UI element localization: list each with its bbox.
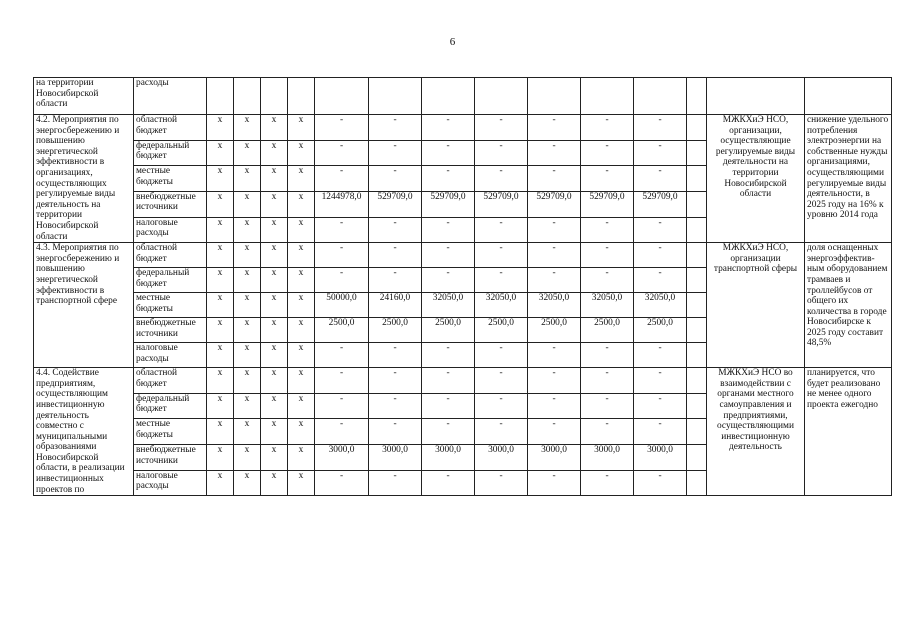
empty-cell: [687, 140, 707, 166]
funding-source-cell: местные бюджеты: [134, 166, 207, 192]
empty-cell: [687, 470, 707, 496]
amount-cell: 32050,0: [475, 293, 528, 318]
amount-cell: 50000,0: [315, 293, 369, 318]
amount-cell: -: [422, 166, 475, 192]
amount-cell: -: [315, 268, 369, 293]
amount-cell: -: [369, 243, 422, 268]
amount-cell: -: [422, 368, 475, 394]
amount-cell: -: [422, 419, 475, 445]
amount-cell: -: [422, 140, 475, 166]
amount-cell: -: [369, 268, 422, 293]
mark-cell: х: [288, 191, 315, 217]
funding-source-cell: внебюджетные источники: [134, 318, 207, 343]
mark-cell: х: [207, 243, 234, 268]
mark-cell: х: [288, 140, 315, 166]
amount-cell: -: [475, 268, 528, 293]
table-row: [34, 78, 892, 115]
empty-cell: [687, 166, 707, 192]
amount-cell: 529709,0: [369, 191, 422, 217]
amount-cell: -: [528, 419, 581, 445]
empty-cell: [687, 115, 707, 141]
amount-cell: -: [634, 140, 687, 166]
amount-cell: -: [581, 140, 634, 166]
mark-cell: х: [234, 191, 261, 217]
mark-cell: х: [207, 166, 234, 192]
mark-cell: х: [234, 343, 261, 368]
empty-cell: [687, 393, 707, 419]
funding-source-cell: федеральный бюджет: [134, 140, 207, 166]
amount-cell: [475, 78, 528, 115]
amount-cell: 3000,0: [528, 445, 581, 471]
amount-cell: -: [634, 470, 687, 496]
funding-source-cell: расходы: [134, 78, 207, 115]
mark-cell: х: [234, 318, 261, 343]
measure-name-cell: 4.4. Содействие предприятиям, осуществляющим инвестиционную деятельность совместно с муниципальными образованиями Новосибирской области, в реализации инвестиционных проектов по: [34, 368, 134, 496]
amount-cell: 529709,0: [581, 191, 634, 217]
mark-cell: х: [288, 217, 315, 243]
amount-cell: -: [475, 243, 528, 268]
amount-cell: -: [581, 470, 634, 496]
amount-cell: [369, 78, 422, 115]
mark-cell: х: [288, 115, 315, 141]
mark-cell: х: [234, 115, 261, 141]
amount-cell: 3000,0: [315, 445, 369, 471]
amount-cell: -: [528, 115, 581, 141]
funding-source-cell: областной бюджет: [134, 243, 207, 268]
amount-cell: -: [369, 115, 422, 141]
amount-cell: -: [634, 115, 687, 141]
amount-cell: -: [315, 166, 369, 192]
mark-cell: х: [261, 166, 288, 192]
amount-cell: -: [315, 393, 369, 419]
amount-cell: -: [528, 393, 581, 419]
funding-source-cell: областной бюджет: [134, 115, 207, 141]
amount-cell: -: [634, 393, 687, 419]
empty-cell: [687, 445, 707, 471]
funding-source-cell: федеральный бюджет: [134, 393, 207, 419]
amount-cell: -: [528, 268, 581, 293]
mark-cell: х: [207, 419, 234, 445]
mark-cell: х: [234, 140, 261, 166]
amount-cell: -: [422, 393, 475, 419]
mark-cell: х: [207, 343, 234, 368]
mark-cell: х: [207, 191, 234, 217]
amount-cell: -: [528, 166, 581, 192]
mark-cell: х: [288, 268, 315, 293]
mark-cell: х: [261, 470, 288, 496]
amount-cell: -: [369, 419, 422, 445]
mark-cell: х: [288, 343, 315, 368]
empty-cell: [687, 343, 707, 368]
amount-cell: 32050,0: [634, 293, 687, 318]
amount-cell: 24160,0: [369, 293, 422, 318]
table-body: [34, 78, 892, 496]
amount-cell: -: [475, 368, 528, 394]
empty-cell: [687, 293, 707, 318]
amount-cell: -: [315, 368, 369, 394]
amount-cell: -: [581, 393, 634, 419]
funding-source-cell: местные бюджеты: [134, 293, 207, 318]
mark-cell: х: [207, 393, 234, 419]
amount-cell: 2500,0: [422, 318, 475, 343]
amount-cell: -: [315, 140, 369, 166]
amount-cell: 2500,0: [634, 318, 687, 343]
mark-cell: х: [207, 293, 234, 318]
mark-cell: х: [207, 268, 234, 293]
amount-cell: 2500,0: [369, 318, 422, 343]
mark-cell: х: [288, 470, 315, 496]
amount-cell: -: [369, 470, 422, 496]
amount-cell: -: [315, 343, 369, 368]
amount-cell: 529709,0: [634, 191, 687, 217]
mark-cell: х: [234, 293, 261, 318]
result-cell: [805, 78, 892, 115]
mark-cell: х: [288, 445, 315, 471]
amount-cell: -: [422, 343, 475, 368]
mark-cell: х: [261, 293, 288, 318]
amount-cell: -: [475, 419, 528, 445]
amount-cell: -: [581, 217, 634, 243]
amount-cell: -: [369, 217, 422, 243]
amount-cell: [581, 78, 634, 115]
amount-cell: -: [475, 343, 528, 368]
amount-cell: -: [528, 217, 581, 243]
mark-cell: х: [207, 445, 234, 471]
amount-cell: -: [634, 419, 687, 445]
amount-cell: 3000,0: [369, 445, 422, 471]
mark-cell: х: [207, 115, 234, 141]
amount-cell: -: [634, 217, 687, 243]
mark-cell: х: [288, 318, 315, 343]
mark-cell: х: [288, 368, 315, 394]
amount-cell: -: [315, 243, 369, 268]
mark-cell: х: [234, 419, 261, 445]
empty-cell: [687, 419, 707, 445]
funding-source-cell: областной бюджет: [134, 368, 207, 394]
amount-cell: 2500,0: [581, 318, 634, 343]
amount-cell: -: [581, 166, 634, 192]
amount-cell: -: [634, 368, 687, 394]
amount-cell: -: [422, 470, 475, 496]
table-row: [34, 368, 892, 394]
amount-cell: 3000,0: [581, 445, 634, 471]
empty-cell: [687, 78, 707, 115]
mark-cell: х: [234, 470, 261, 496]
amount-cell: 32050,0: [581, 293, 634, 318]
amount-cell: -: [528, 470, 581, 496]
executor-cell: [707, 78, 805, 115]
table-row: [34, 243, 892, 268]
funding-source-cell: внебюджетные источники: [134, 191, 207, 217]
amount-cell: -: [422, 243, 475, 268]
amount-cell: 3000,0: [634, 445, 687, 471]
amount-cell: 529709,0: [475, 191, 528, 217]
mark-cell: х: [234, 393, 261, 419]
amount-cell: -: [475, 140, 528, 166]
amount-cell: -: [581, 243, 634, 268]
result-cell: планируется, что будет реализовано не менее одного проекта ежегодно: [805, 368, 892, 496]
amount-cell: [528, 78, 581, 115]
mark-cell: х: [261, 268, 288, 293]
amount-cell: 2500,0: [528, 318, 581, 343]
mark-cell: [207, 78, 234, 115]
empty-cell: [687, 318, 707, 343]
amount-cell: 3000,0: [422, 445, 475, 471]
amount-cell: -: [422, 268, 475, 293]
mark-cell: х: [261, 343, 288, 368]
mark-cell: х: [234, 368, 261, 394]
measure-name-cell: 4.3. Мероприятия по энергосбережению и повышению энергетической эффективности в транспортной сфере: [34, 243, 134, 368]
amount-cell: 32050,0: [422, 293, 475, 318]
amount-cell: 529709,0: [528, 191, 581, 217]
mark-cell: х: [288, 393, 315, 419]
amount-cell: -: [528, 343, 581, 368]
mark-cell: х: [261, 393, 288, 419]
executor-cell: МЖКХиЭ НСО, организации транспортной сферы: [707, 243, 805, 368]
mark-cell: х: [261, 115, 288, 141]
mark-cell: х: [207, 217, 234, 243]
amount-cell: -: [581, 419, 634, 445]
amount-cell: -: [528, 368, 581, 394]
amount-cell: -: [369, 393, 422, 419]
amount-cell: -: [315, 115, 369, 141]
amount-cell: [634, 78, 687, 115]
amount-cell: -: [634, 243, 687, 268]
mark-cell: х: [261, 445, 288, 471]
mark-cell: х: [261, 243, 288, 268]
empty-cell: [687, 243, 707, 268]
mark-cell: х: [261, 318, 288, 343]
mark-cell: х: [288, 419, 315, 445]
mark-cell: х: [234, 166, 261, 192]
mark-cell: х: [261, 191, 288, 217]
mark-cell: х: [261, 140, 288, 166]
measure-name-cell: 4.2. Мероприятия по энергосбережению и повышению энергетической эффективности в организациях, осуществляющих регулируемые виды деятельность на территории Новосибирской области: [34, 115, 134, 243]
amount-cell: -: [634, 268, 687, 293]
amount-cell: -: [475, 115, 528, 141]
amount-cell: -: [634, 343, 687, 368]
funding-source-cell: внебюджетные источники: [134, 445, 207, 471]
funding-source-cell: налоговые расходы: [134, 343, 207, 368]
mark-cell: х: [234, 268, 261, 293]
amount-cell: -: [422, 217, 475, 243]
amount-cell: -: [369, 368, 422, 394]
mark-cell: х: [288, 243, 315, 268]
mark-cell: х: [207, 470, 234, 496]
funding-source-cell: федеральный бюджет: [134, 268, 207, 293]
amount-cell: -: [369, 343, 422, 368]
result-cell: доля оснащенных энергоэффектив-ным оборудованием трамваев и троллейбусов от общего их количества в городе Новосибирске к 2025 году составит 48,5%: [805, 243, 892, 368]
mark-cell: х: [207, 368, 234, 394]
amount-cell: 32050,0: [528, 293, 581, 318]
amount-cell: -: [315, 419, 369, 445]
amount-cell: -: [581, 343, 634, 368]
funding-source-cell: налоговые расходы: [134, 470, 207, 496]
mark-cell: [234, 78, 261, 115]
amount-cell: -: [369, 166, 422, 192]
amount-cell: [315, 78, 369, 115]
amount-cell: [422, 78, 475, 115]
mark-cell: х: [207, 318, 234, 343]
amount-cell: -: [315, 217, 369, 243]
amount-cell: 2500,0: [475, 318, 528, 343]
mark-cell: [261, 78, 288, 115]
amount-cell: -: [581, 115, 634, 141]
amount-cell: -: [475, 470, 528, 496]
amount-cell: -: [634, 166, 687, 192]
amount-cell: -: [475, 393, 528, 419]
amount-cell: -: [581, 268, 634, 293]
amount-cell: -: [581, 368, 634, 394]
amount-cell: -: [528, 243, 581, 268]
amount-cell: 1244978,0: [315, 191, 369, 217]
mark-cell: х: [288, 293, 315, 318]
executor-cell: МЖКХиЭ НСО, организации, осуществляющие регулируемые виды деятельности на территории Новосибирской области: [707, 115, 805, 243]
amount-cell: -: [422, 115, 475, 141]
amount-cell: -: [475, 217, 528, 243]
mark-cell: х: [207, 140, 234, 166]
empty-cell: [687, 191, 707, 217]
table-row: [34, 115, 892, 141]
mark-cell: [288, 78, 315, 115]
empty-cell: [687, 268, 707, 293]
executor-cell: МЖКХиЭ НСО во взаимодействии с органами местного самоуправления и предприятиями, осуществляющими инвестиционную деятельность: [707, 368, 805, 496]
mark-cell: х: [261, 419, 288, 445]
mark-cell: х: [234, 445, 261, 471]
amount-cell: -: [369, 140, 422, 166]
mark-cell: х: [288, 166, 315, 192]
amount-cell: -: [475, 166, 528, 192]
result-cell: снижение удельного потребления электроэнергии на собственные нужды организациями, осуществляющими регулируемые виды деятельности, в 2025 году на 16% к уровню 2014 года: [805, 115, 892, 243]
page-number: 6: [449, 36, 456, 48]
measure-name-cell: на территории Новосибирской области: [34, 78, 134, 115]
amount-cell: 3000,0: [475, 445, 528, 471]
financing-table: [33, 77, 892, 496]
amount-cell: 2500,0: [315, 318, 369, 343]
mark-cell: х: [234, 217, 261, 243]
amount-cell: -: [528, 140, 581, 166]
mark-cell: х: [234, 243, 261, 268]
amount-cell: -: [315, 470, 369, 496]
mark-cell: х: [261, 217, 288, 243]
mark-cell: х: [261, 368, 288, 394]
funding-source-cell: местные бюджеты: [134, 419, 207, 445]
amount-cell: 529709,0: [422, 191, 475, 217]
funding-source-cell: налоговые расходы: [134, 217, 207, 243]
empty-cell: [687, 217, 707, 243]
empty-cell: [687, 368, 707, 394]
